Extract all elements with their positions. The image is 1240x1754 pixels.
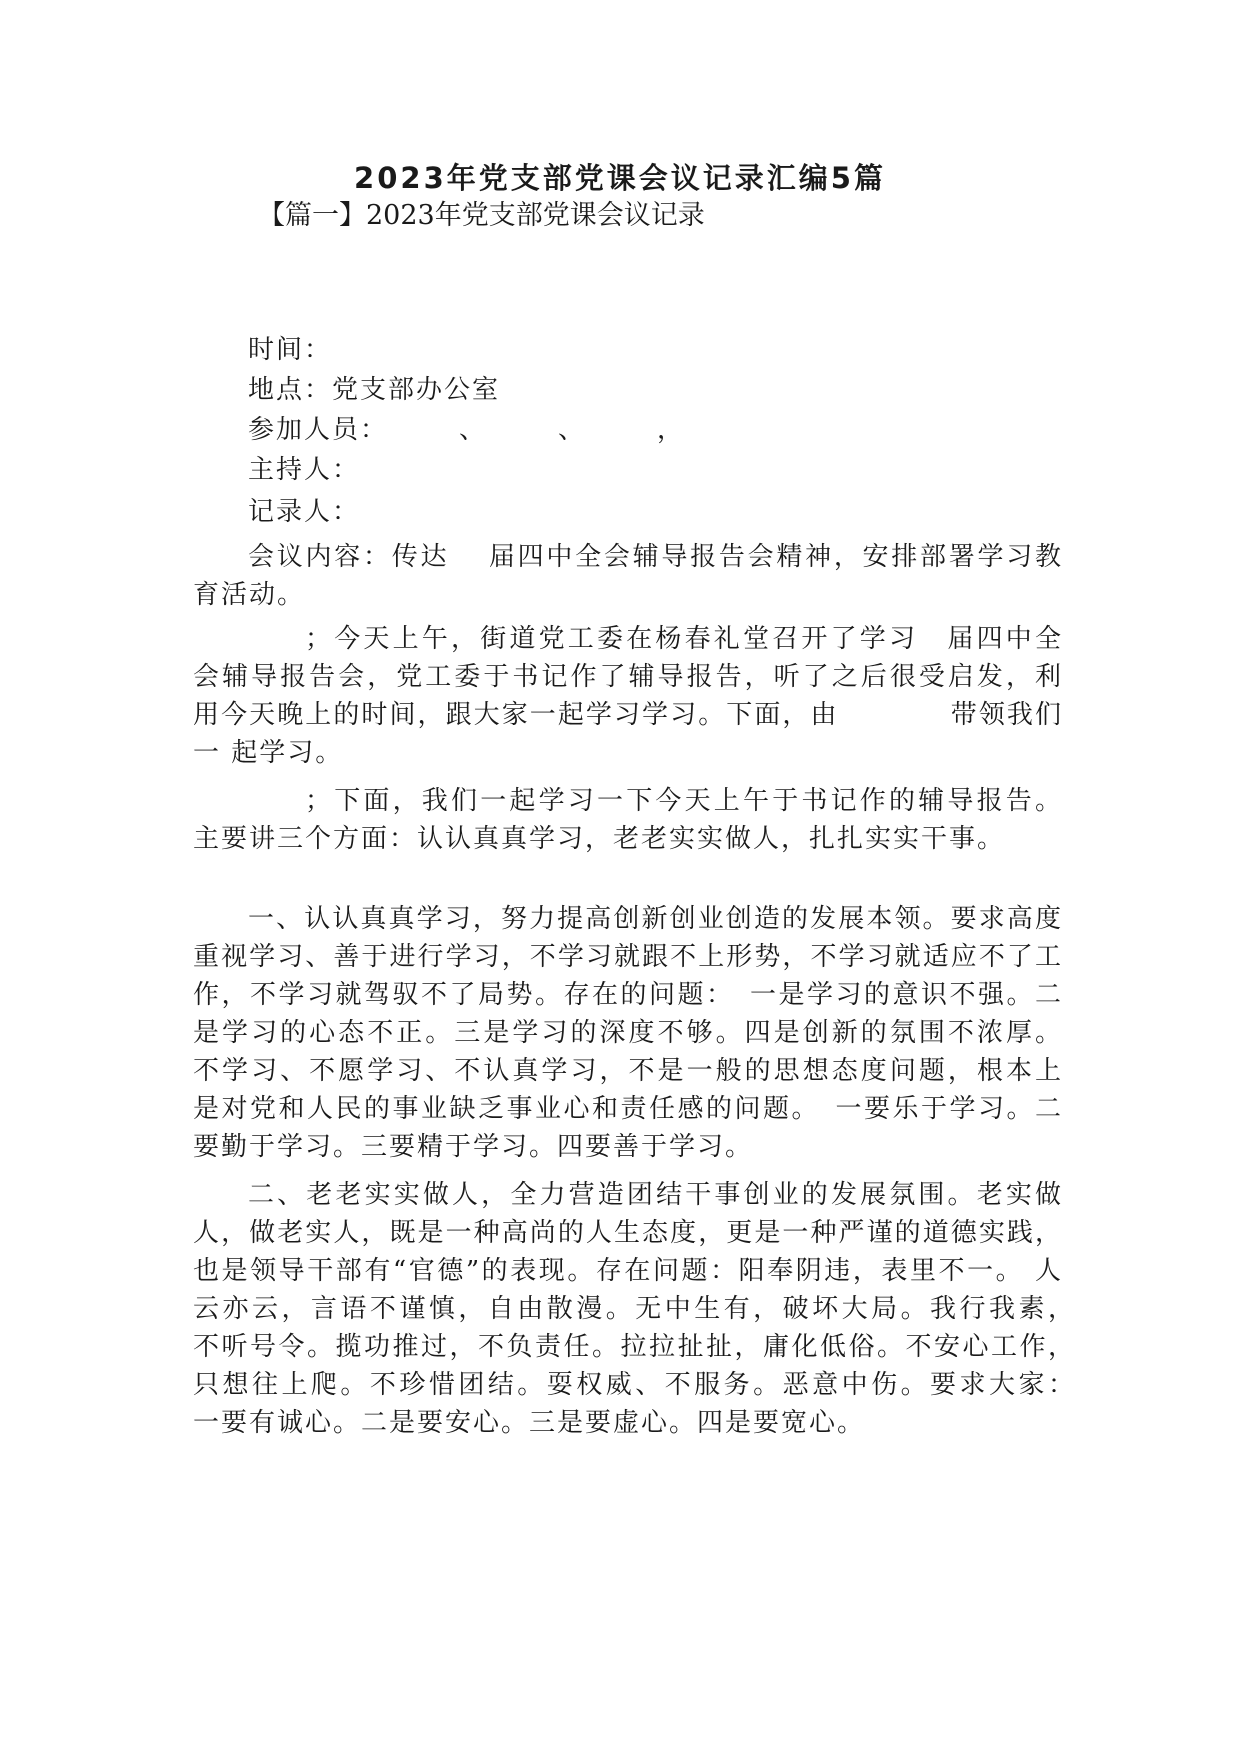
field-recorder: 记录人： — [248, 497, 361, 527]
section-subtitle: 【篇一】2023年党支部党课会议记录 — [258, 200, 705, 231]
field-host: 主持人： — [248, 455, 361, 485]
paragraph-section-one: 一、认认真真学习，努力提高创新创业创造的发展本领。要求高度重视学习、善于进行学习，不学习就跟不上形势，不学习就适应不了工作，不学习就驾驭不了局势。存在的问题： 一是学习的意识不强。二是学习的心态不正。三是学习的深度不够。四是创新的氛围不浓厚。 不学习、不愿学习、不认真学习，不是一般的思想态度问题，根本上 是对党和人民的事业缺乏事业心和责任感的问题。 一要乐于学习。二 要勤于学习。三要精于学习。四要善于学习。 — [193, 904, 1092, 1162]
paragraph-opening: ；今天上午，街道党工委在杨春礼堂召开了学习 届四中全 会辅导报告会，党工委于书记作了辅导报告，听了之后很受启发，利 用今天晚上的时间，跟大家一起学习学习。下面，由 带领我们一 起学习。 — [193, 624, 1063, 768]
field-place: 地点：党支部办公室 — [248, 375, 501, 405]
field-attendees: 参加人员： 、 、 ， — [248, 415, 686, 445]
field-time: 时间： — [248, 335, 333, 365]
paragraph-meeting-content: 会议内容：传达 届四中全会辅导报告会精神，安排部署学习教 育活动。 — [193, 542, 1063, 610]
paragraph-section-two: 二、老老实实做人，全力营造团结干事创业的发展氛围。老实做人，做老实人，既是一种高尚的人生态度，更是一种严谨的道德实践，也是领导干部有“官德”的表现。存在问题：阳奉阴违，表里不一。 人云亦云，言语不谨慎，自由散漫。无中生有，破坏大局。我行我素， 不听号令。揽功推过，不负责任。拉拉扯扯，庸化低俗。不安心工作， 只想往上爬。不珍惜团结。耍权威、不服务。恶意中伤。要求大家： 一要有诚心。二是要安心。三是要虚心。四是要宽心。 — [193, 1180, 1092, 1438]
document-title: 2023年党支部党课会议记录汇编5篇 — [354, 161, 886, 195]
paragraph-report-intro: ；下面，我们一起学习一下今天上午于书记作的辅导报告。 主要讲三个方面：认认真真学习，老老实实做人，扎扎实实干事。 — [193, 786, 1063, 854]
